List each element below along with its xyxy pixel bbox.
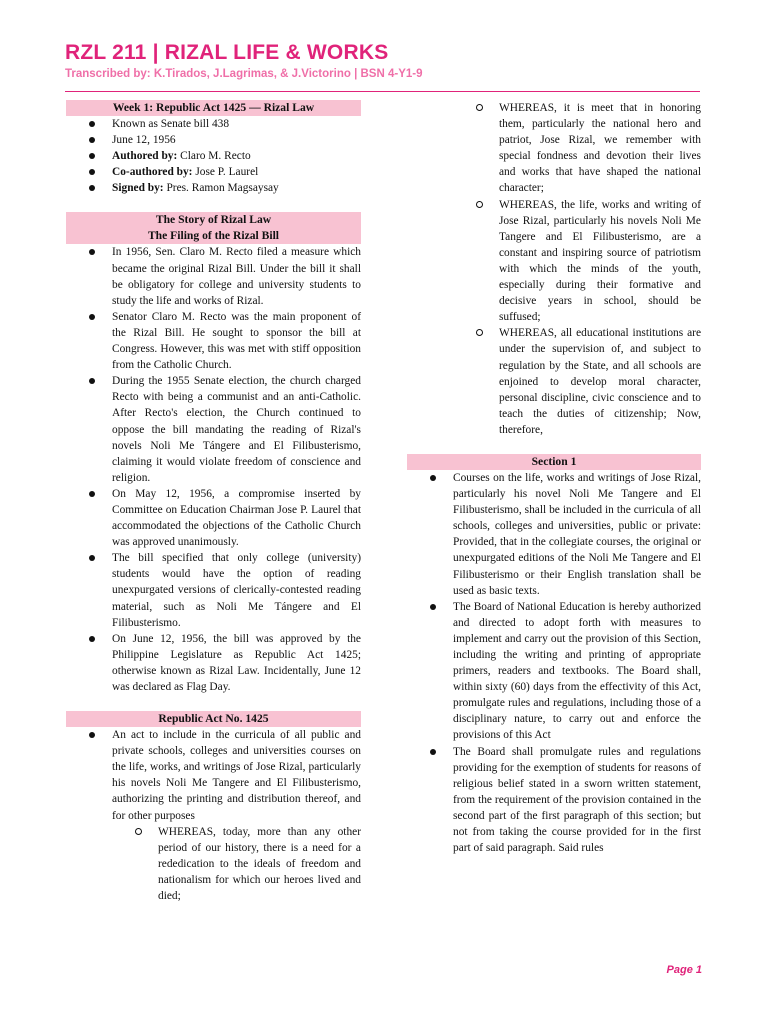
section-subheading-filing: The Filing of the Rizal Bill xyxy=(66,228,361,244)
left-column xyxy=(66,100,361,904)
list-item: The bill specified that only college (university) students would have the option of reading unexpurgated versions of clerically-contested reading material, such as Noli Me Tángere and El Filibusterismo. xyxy=(66,550,361,630)
whereas-clause: WHEREAS, it is meet that in honoring them, particularly the national hero and patriot, Jose Rizal, we remember with special fondness and devotion their lives and works that have shaped the national character; xyxy=(407,100,701,197)
page-number: Page 1 xyxy=(666,964,702,976)
list-item: Known as Senate bill 438 xyxy=(66,116,361,132)
list-item: In 1956, Sen. Claro M. Recto filed a measure which became the original Rizal Bill. Under the bill it shall be obligatory for college and university students to study the life and works of Rizal. xyxy=(66,244,361,308)
whereas-list xyxy=(407,100,701,438)
list-item: On June 12, 1956, the bill was approved by the Philippine Legislature as Republic Act 1425; otherwise known as Rizal Law. Incidentally, June 12 was declared as Flag Day. xyxy=(66,631,361,695)
section-heading-ra1425: Republic Act No. 1425 xyxy=(66,711,361,727)
list-item: On May 12, 1956, a compromise inserted by Committee on Education Chairman Jose P. Laurel that accommodated the objections of the Catholic Church was approved unanimously. xyxy=(66,486,361,550)
list-item: The Board of National Education is hereby authorized and directed to adopt forth with measures to implement and carry out the provision of this Section, including the writing and printing of appropriate primers, readers and textbooks. The Board shall, within sixty (60) days from the effectivity of this Act, promulgate rules and regulations, including those of a disciplinary nature, to carry out and enforce the provisions of this Act xyxy=(407,599,701,744)
list-item: Signed by: Pres. Ramon Magsaysay xyxy=(66,180,361,196)
section-heading-story: The Story of Rizal Law xyxy=(66,212,361,228)
document-header xyxy=(65,40,705,81)
list-item: Courses on the life, works and writings of Jose Rizal, particularly his novel Noli Me Tangere and El Filibusterismo, shall be included in the curricula of all schools, colleges and universities, public or private: Provided, that in the collegiate courses, the original or unexpurgated editions of the Noli Me Tangere and El Filibusterismo or their English translation shall be used as basic texts. xyxy=(407,470,701,599)
list-item: During the 1955 Senate election, the church charged Recto with being a communist and an anti-Catholic. After Recto's election, the Church continued to oppose the bill mandating the reading of Rizal's novels Noli Me Tángere and El Filibusterismo, claiming it would violate freedom of conscience and religion. xyxy=(66,373,361,486)
list-item: Senator Claro M. Recto was the main proponent of the Rizal Bill. He sought to sponsor the bill at Congress. However, this was met with stiff opposition from the Catholic Church. xyxy=(66,309,361,373)
section-heading-section1: Section 1 xyxy=(407,454,701,470)
list-item: June 12, 1956 xyxy=(66,132,361,148)
ra1425-list xyxy=(66,727,361,904)
whereas-clause: WHEREAS, all educational institutions are under the supervision of, and subject to regulation by the State, and all schools are enjoined to develop moral character, personal discipline, civic conscience and to teach the duties of citizenship; Now, therefore, xyxy=(407,325,701,438)
list-item: The Board shall promulgate rules and regulations providing for the exemption of students for reasons of religious belief stated in a sworn written statement, from the requirement of the provision contained in the second part of the first paragraph of this section; but not from taking the course provided for in the first part of said paragraph. Said rules xyxy=(407,744,701,857)
whereas-clause: WHEREAS, today, more than any other period of our history, there is a need for a rededication to the ideals of freedom and nationalism for which our heroes lived and died; xyxy=(66,824,361,904)
header-divider xyxy=(65,91,700,92)
document-title: RZL 211 | RIZAL LIFE & WORKS xyxy=(65,41,389,64)
story-list xyxy=(66,244,361,695)
section1-list xyxy=(407,470,701,856)
list-item: Co-authored by: Jose P. Laurel xyxy=(66,164,361,180)
whereas-clause: WHEREAS, the life, works and writing of Jose Rizal, particularly his novels Noli Me Tangere and El Filibusterismo, are a constant and inspiring source of patriotism with which the minds of the youth, especially during their formative and decisive years in school, should be suffused; xyxy=(407,197,701,326)
section-heading-week1: Week 1: Republic Act 1425 — Rizal Law xyxy=(66,100,361,116)
transcribers-line: Transcribed by: K.Tirados, J.Lagrimas, & J.Victorino | BSN 4-Y1-9 xyxy=(65,68,423,80)
week1-list xyxy=(66,116,361,196)
right-column xyxy=(407,100,701,856)
list-item: Authored by: Claro M. Recto xyxy=(66,148,361,164)
list-item: An act to include in the curricula of all public and private schools, colleges and universities courses on the life, works, and writings of Jose Rizal, particularly his novels Noli Me Tangere and El Filibusterismo, authorizing the printing and distribution thereof, and for other purposes xyxy=(66,727,361,824)
